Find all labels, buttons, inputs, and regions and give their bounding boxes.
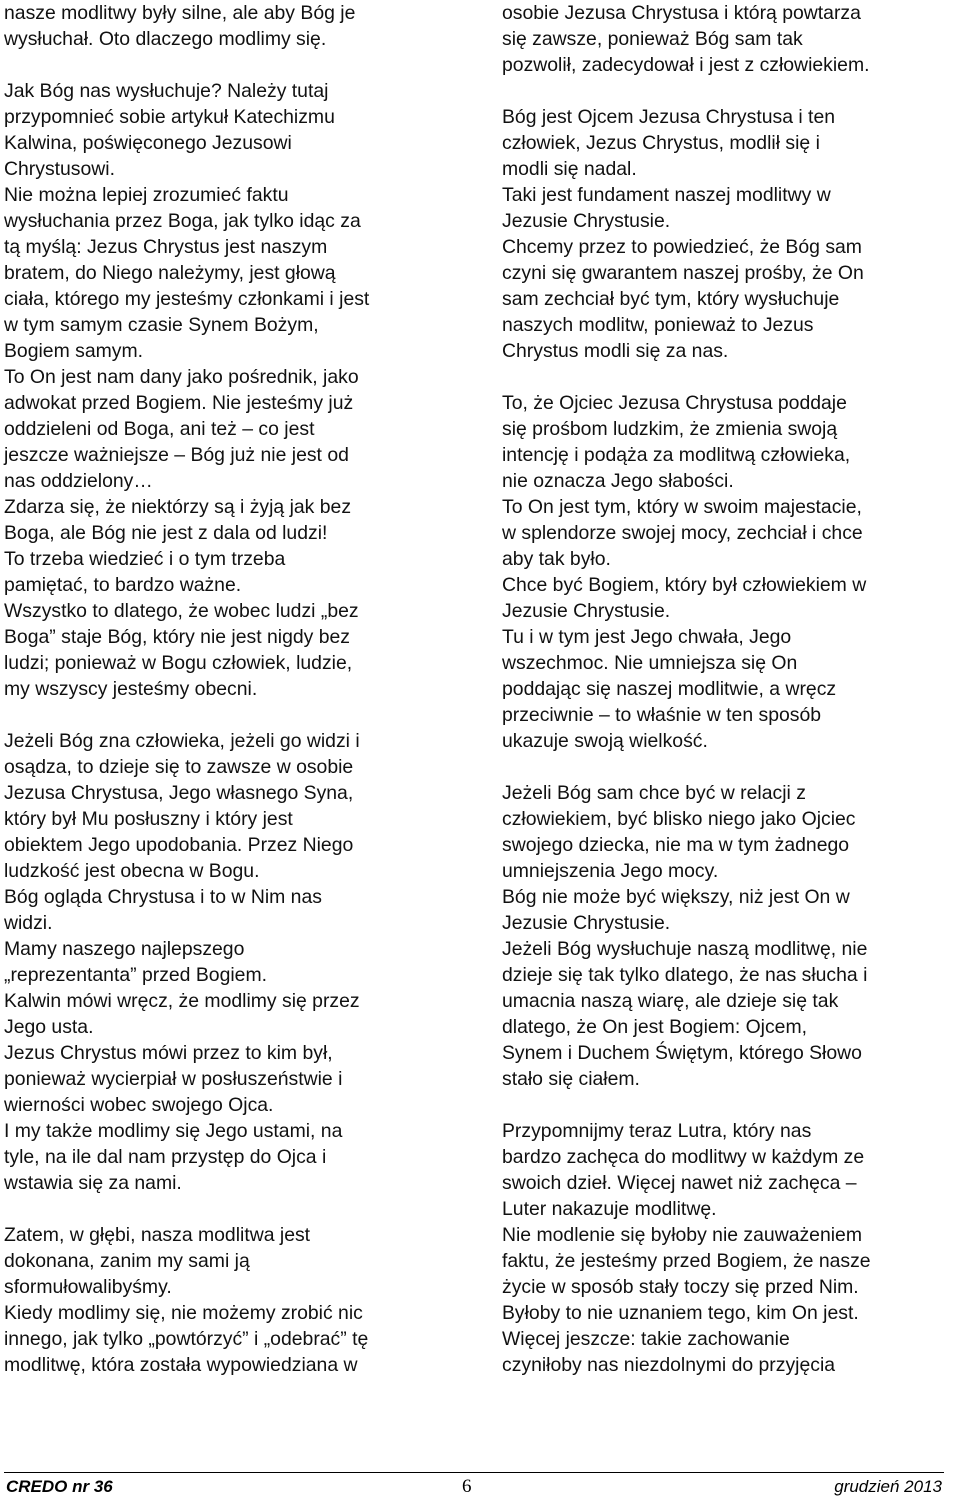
paragraph: Zdarza się, że niektórzy są i żyją jak bez Boga, ale Bóg nie jest z dala od ludzi! [4,496,352,544]
paragraph: Mamy naszego najlepszego „reprezentanta” przed Bogiem. [4,938,267,986]
paragraph: nasze modlitwy były silne, ale aby Bóg je wysłuchał. Oto dlaczego modlimy się. [4,2,356,50]
paragraph: Jeżeli Bóg wysłuchuje naszą modlitwę, nie dzieje się tak tylko dlatego, że nas słucha i umacnia naszą wiarę, ale dzieje się tak dlatego, że On jest Bogiem: Ojcem, Synem i Duchem Świętym, którego Słowo stało się ciałem. [502,938,868,1090]
paragraph: Nie modlenie się byłoby nie zauważeniem faktu, że jesteśmy przed Bogiem, że nasze życie w sposób stały toczy się przed Nim. [502,1224,871,1298]
paragraph: Kalwin mówi wręcz, że modlimy się przez Jego usta. [4,990,360,1038]
paragraph: Byłoby to nie uznaniem tego, kim On jest. [502,1302,859,1324]
paragraph-gap [502,754,958,780]
paragraph-gap [4,702,472,728]
left-column [4,0,472,1378]
footer-magazine: CREDO nr 36 [6,1477,113,1496]
paragraph: Bóg jest Ojcem Jezusa Chrystusa i ten człowiek, Jezus Chrystus, modlił się i modli się nadal. [502,106,836,180]
paragraph: Więcej jeszcze: takie zachowanie czyniłoby nas niezdolnymi do przyjęcia [502,1328,836,1376]
paragraph: Chce być Bogiem, który był człowiekiem w Jezusie Chrystusie. [502,574,867,622]
paragraph: To, że Ojciec Jezusa Chrystusa poddaje się prośbom ludzkim, że zmienia swoją intencję i podąża za modlitwą człowieka, nie oznacza Jego słabości. [502,392,851,492]
paragraph: To On jest tym, który w swoim majestacie, w splendorze swojej mocy, zechciał i chce aby tak było. [502,496,863,570]
right-column [502,0,958,1378]
paragraph: Nie można lepiej zrozumieć faktu wysłuchania przez Boga, jak tylko idąc za tą myślą: Jezus Chrystus jest naszym bratem, do Niego należymy, jest głową ciała, którego my jesteśmy członkami i jest w tym samym czasie Synem Bożym, Bogiem samym. [4,184,370,362]
footer-page-number: 6 [462,1476,472,1497]
paragraph: Jeżeli Bóg sam chce być w relacji z człowiekiem, być blisko niego jako Ojciec swojego dziecka, nie ma w tym żadnego umniejszenia Jego mocy. [502,782,856,882]
paragraph: Jeżeli Bóg zna człowieka, jeżeli go widzi i osądza, to dzieje się to zawsze w osobie Jezusa Chrystusa, Jego własnego Syna, który był Mu posłuszny i który jest obiektem Jego upodobania. Przez Niego ludzkość jest obecna w Bogu. [4,730,360,882]
paragraph-gap [502,1092,958,1118]
paragraph: Taki jest fundament naszej modlitwy w Jezusie Chrystusie. [502,184,831,232]
footer-date: grudzień 2013 [834,1477,942,1496]
paragraph-gap [4,1196,472,1222]
paragraph: Jezus Chrystus mówi przez to kim był, ponieważ wycierpiał w posłuszeństwie i wierności wobec swojego Ojca. [4,1042,343,1116]
paragraph-gap [4,52,472,78]
paragraph: Przypomnijmy teraz Lutra, który nas bardzo zachęca do modlitwy w każdym ze swoich dzieł. Więcej nawet niż zachęca – Luter nakazuje modlitwę. [502,1120,865,1220]
paragraph-gap [502,364,958,390]
paragraph: Kiedy modlimy się, nie możemy zrobić nic innego, jak tylko „powtórzyć” i „odebrać” tę modlitwę, która została wypowiedziana w [4,1302,369,1376]
paragraph: Jak Bóg nas wysłuchuje? Należy tutaj przypomnieć sobie artykuł Katechizmu Kalwina, poświęconego Jezusowi Chrystusowi. [4,80,335,180]
paragraph: To On jest nam dany jako pośrednik, jako adwokat przed Bogiem. Nie jesteśmy już oddzieleni od Boga, ani też – co jest jeszcze ważniejsze – Bóg już nie jest od nas oddzielony… [4,366,359,492]
paragraph: Zatem, w głębi, nasza modlitwa jest dokonana, zanim my sami ją sformułowalibyśmy. [4,1224,311,1298]
paragraph: Chcemy przez to powiedzieć, że Bóg sam czyni się gwarantem naszej prośby, że On sam zechciał być tym, który wysłuchuje naszych modlitw, ponieważ to Jezus Chrystus modli się za nas. [502,236,864,362]
paragraph: Bóg ogląda Chrystusa i to w Nim nas widzi. [4,886,322,934]
paragraph: Wszystko to dlatego, że wobec ludzi „bez Boga” staje Bóg, który nie jest nigdy bez ludzi; ponieważ w Bogu człowiek, ludzie, my wszyscy jesteśmy obecni. [4,600,359,700]
paragraph: Bóg nie może być większy, niż jest On w Jezusie Chrystusie. [502,886,850,934]
paragraph: osobie Jezusa Chrystusa i którą powtarza się zawsze, ponieważ Bóg sam tak pozwolił, zadecydował i jest z człowiekiem. [502,2,870,76]
paragraph: Tu i w tym jest Jego chwała, Jego wszechmoc. Nie umniejsza się On poddając się naszej modlitwie, a wręcz przeciwnie – to właśnie w ten sposób ukazuje swoją wielkość. [502,626,837,752]
paragraph: To trzeba wiedzieć i o tym trzeba pamiętać, to bardzo ważne. [4,548,286,596]
paragraph: I my także modlimy się Jego ustami, na tyle, na ile dal nam przystęp do Ojca i wstawia się za nami. [4,1120,343,1194]
footer-divider [4,1472,944,1473]
paragraph-gap [502,78,958,104]
